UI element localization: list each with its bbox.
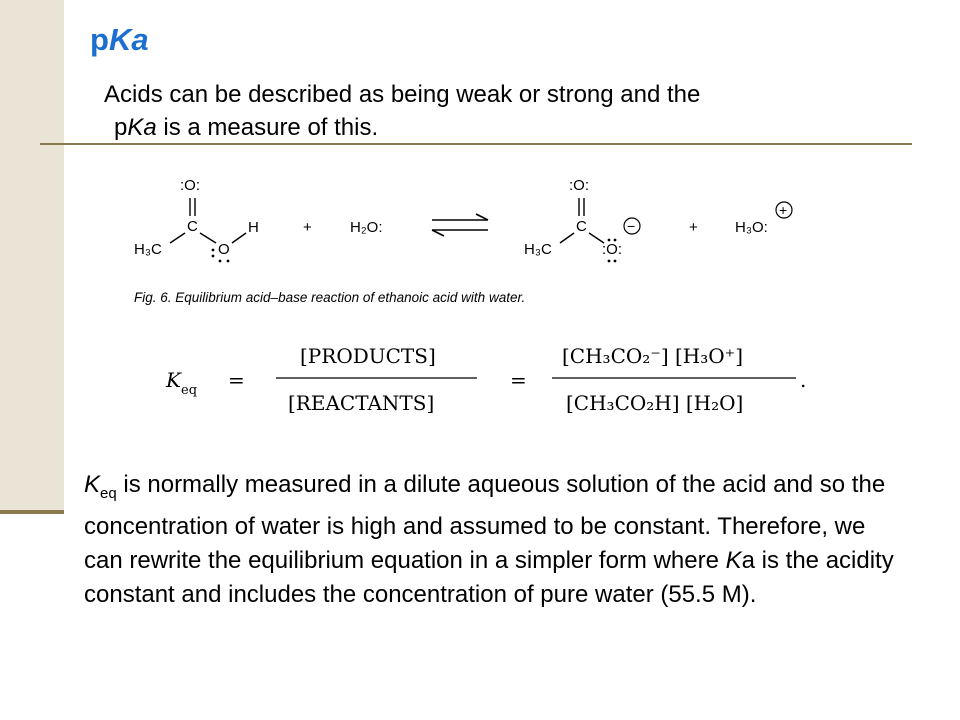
subtitle-line1: Acids can be described as being weak or strong and the xyxy=(104,81,701,108)
lone-pair-dot xyxy=(608,239,611,242)
subtitle-line2: pKa is a measure of this. xyxy=(114,114,379,141)
acid-bond-co xyxy=(200,233,216,243)
anion-oxygen: :O: xyxy=(602,241,623,258)
acid-hydrogen: H xyxy=(248,219,259,236)
positive-charge-sign: + xyxy=(779,202,788,218)
figure-caption: Fig. 6. Equilibrium acid–base reaction of ethanoic acid with water. xyxy=(134,290,526,305)
negative-charge-sign: − xyxy=(627,218,636,234)
reverse-arrowhead xyxy=(432,230,444,236)
lone-pair-dot xyxy=(212,255,215,258)
lone-pair-dot xyxy=(614,239,617,242)
slide-title: pKa xyxy=(90,22,149,57)
acid-bond-oh xyxy=(232,233,246,243)
numerator-ions: [CH₃CO₂⁻] [H₃O⁺] xyxy=(562,344,744,368)
divider-rule xyxy=(40,143,912,145)
slide-subtitle xyxy=(104,78,924,144)
numerator-products: [PRODUCTS] xyxy=(300,344,436,368)
denominator-molecules: [CH₃CO₂H] [H₂O] xyxy=(566,391,744,415)
acid-carbon: C xyxy=(187,218,198,235)
acid-carbonyl-oxygen: :O: xyxy=(180,177,201,194)
keq-symbol: K xyxy=(166,368,181,392)
equation-period: . xyxy=(800,368,807,392)
acid-methyl: H₃C xyxy=(134,241,162,258)
acid-hydroxyl-oxygen: O xyxy=(218,241,230,258)
water: H₂O: xyxy=(350,219,383,236)
anion-carbonyl-oxygen: :O: xyxy=(569,177,590,194)
plus-sign-1: + xyxy=(303,219,312,236)
anion-carbon: C xyxy=(576,218,587,235)
lone-pair-dot xyxy=(227,260,230,263)
lone-pair-dot xyxy=(614,260,617,263)
forward-arrowhead xyxy=(476,214,488,220)
anion-methyl: H₃C xyxy=(524,241,552,258)
sidebar-accent-line xyxy=(0,510,64,514)
reaction-figure xyxy=(120,170,820,430)
equals-1: = xyxy=(228,368,245,392)
body-paragraph: $K_{eq}$ is normally measured in a dilute aqueous solution of the acid and so the concentration of water is high and assumed to be constant. Therefore, we can rewrite the equilibrium equation in a simpler form where Ka is the acidity constant and includes the concentration of pure water (55.5 M). xyxy=(84,471,894,608)
lone-pair-dot xyxy=(212,249,215,252)
lone-pair-dot xyxy=(219,260,222,263)
plus-sign-2: + xyxy=(689,219,698,236)
denominator-reactants: [REACTANTS] xyxy=(288,391,435,415)
keq-subscript: eq xyxy=(181,383,198,398)
lone-pair-dot xyxy=(608,260,611,263)
hydronium: H₃O: xyxy=(735,219,768,236)
sidebar-decoration xyxy=(0,0,64,512)
equals-2: = xyxy=(510,368,527,392)
anion-bond-ch3 xyxy=(560,233,574,243)
acid-bond-ch3 xyxy=(170,233,185,243)
